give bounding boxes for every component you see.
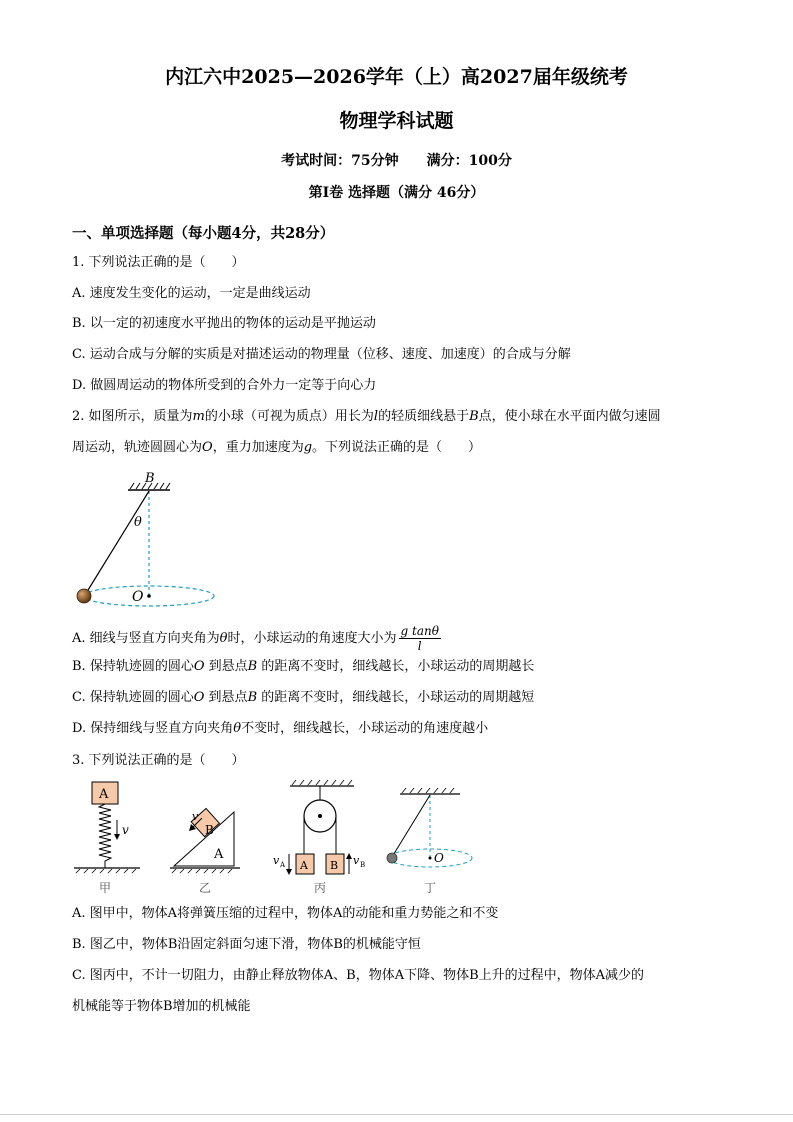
- section-heading: 第Ⅰ卷 选择题（满分 46分）: [308, 185, 485, 201]
- spring: [99, 804, 111, 868]
- label-vB: v: [353, 854, 360, 867]
- label-vB-sub: B: [360, 861, 366, 869]
- q3-option-a: A. 图甲中，物体A将弹簧压缩的过程中，物体A的动能和重力势能之和不变: [72, 906, 499, 921]
- yi-label-B: B: [205, 823, 214, 837]
- caption-jia: 甲: [99, 881, 112, 895]
- figure-bing: [273, 780, 365, 895]
- caption-yi: 乙: [199, 881, 212, 895]
- q2-figure-conical-pendulum: [70, 468, 230, 616]
- label-theta: θ: [134, 515, 142, 530]
- label-B: B: [145, 471, 155, 486]
- jia-label-v: v: [122, 823, 129, 837]
- label-vA-sub: A: [280, 861, 286, 869]
- string-line: [85, 491, 149, 595]
- q1-option-d: D. 做圆周运动的物体所受到的合外力一定等于向心力: [72, 378, 377, 393]
- center-point: [147, 594, 151, 598]
- q2-option-d: D. 保持细线与竖直方向夹角θ不变时，细线越长，小球运动的角速度越小: [72, 721, 489, 736]
- bing-label-A: A: [300, 859, 308, 872]
- q3-option-c-line1: C. 图丙中，不计一切阻力，由静止释放物体A、B，物体A下降、物体B上升的过程中，物体A减少的: [72, 968, 645, 983]
- figure-jia: [74, 782, 140, 895]
- q1-stem: 1. 下列说法正确的是（ ）: [72, 255, 245, 270]
- exam-score: 满分：100分: [426, 153, 512, 169]
- q2-stem-line2: 周运动，轨迹圆圆心为O，重力加速度为g。下列说法正确的是（ ）: [72, 440, 482, 455]
- q1-option-a: A. 速度发生变化的运动，一定是曲线运动: [72, 286, 311, 301]
- caption-ding: 丁: [424, 881, 437, 895]
- q2-option-c: C. 保持轨迹圆的圆心O 到悬点B 的距离不变时，细线越长，小球运动的周期越短: [72, 690, 535, 705]
- exam-info: [0, 150, 793, 170]
- ding-label-O: O: [434, 851, 444, 865]
- ball: [77, 589, 91, 603]
- exam-time: 考试时间：75分钟: [281, 153, 399, 169]
- q3-figures: [68, 776, 488, 898]
- q1-option-c: C. 运动合成与分解的实质是对描述运动的物理量（位移、速度、加速度）的合成与分解: [72, 347, 571, 362]
- yi-label-A: A: [214, 847, 224, 862]
- yi-label-v: v: [192, 810, 199, 823]
- q3-option-c-line2: 机械能等于物体B增加的机械能: [72, 999, 251, 1014]
- label-O: O: [132, 589, 144, 605]
- q3-option-b: B. 图乙中，物体B沿固定斜面匀速下滑，物体B的机械能守恒: [72, 937, 421, 952]
- caption-bing: 丙: [314, 881, 327, 895]
- bing-label-B: B: [330, 859, 339, 872]
- q3-stem: 3. 下列说法正确的是（ ）: [72, 753, 245, 768]
- part-heading: 一、单项选择题（每小题4分，共28分）: [72, 225, 335, 242]
- figure-ding: [387, 788, 472, 895]
- jia-label-A: A: [99, 787, 109, 802]
- angular-velocity-fraction: $\frac{\text{g tanθ}}{l}$: [400, 624, 439, 653]
- subject-title: 物理学科试题: [339, 110, 454, 132]
- q2-option-b: B. 保持轨迹圆的圆心O 到悬点B 的距离不变时，细线越长，小球运动的周期越长: [72, 659, 535, 674]
- q1-option-b: B. 以一定的初速度水平抛出的物体的运动是平抛运动: [72, 316, 376, 331]
- q2-option-a: A. 细线与竖直方向夹角为θ时，小球运动的角速度大小为 $\frac{\text{g tanθ}}{l}$: [72, 624, 439, 653]
- label-vA: v: [273, 854, 280, 867]
- q2-stem-line1: 2. 如图所示，质量为m的小球（可视为质点）用长为l的轻质细线悬于B点，使小球在水平面内做匀速圆: [72, 409, 661, 424]
- figure-yi: [170, 808, 240, 895]
- page-bottom-rule: [0, 1114, 793, 1115]
- exam-title: 内江六中2025—2026学年（上）高2027届年级统考: [165, 66, 628, 88]
